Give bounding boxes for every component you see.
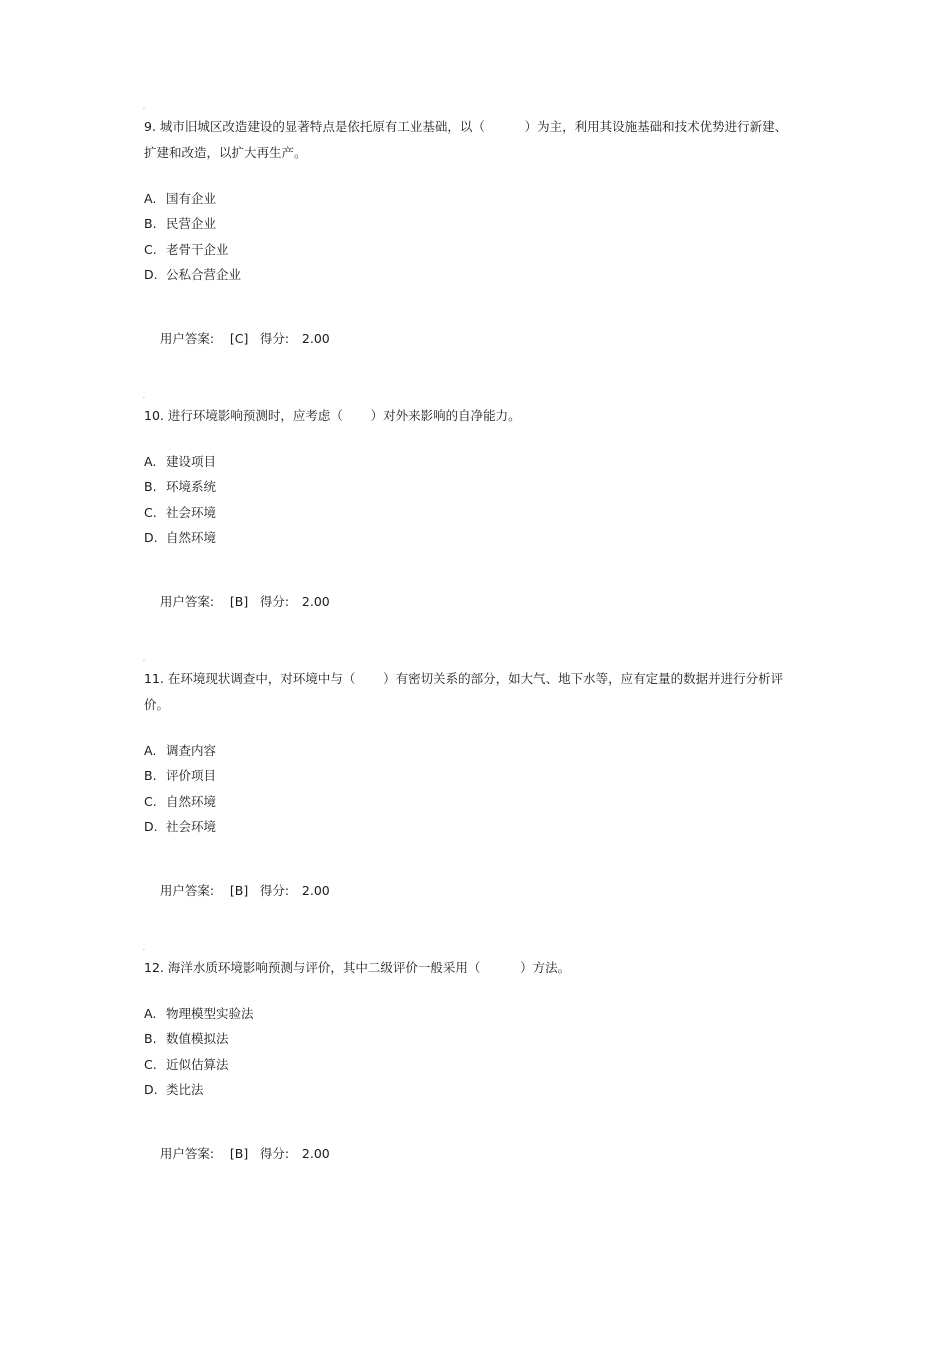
option-text: 自然环境: [166, 529, 217, 545]
option-text: 类比法: [166, 1081, 204, 1097]
option-letter: D.: [144, 1081, 158, 1097]
question-marker: .: [143, 656, 145, 663]
option-c: [144, 1052, 794, 1077]
option-letter: D.: [144, 266, 158, 282]
option-c: [144, 237, 794, 262]
option-b: [144, 474, 794, 499]
option-b: [144, 1026, 794, 1051]
option-letter: B.: [144, 768, 157, 784]
answer-line: [144, 1124, 794, 1184]
option-letter: B.: [144, 1031, 157, 1047]
question-text: 10. 进行环境影响预测时，应考虑（ ）对外来影响的自净能力。: [144, 408, 521, 423]
score-value: 2.00: [301, 331, 330, 347]
question-9: [143, 104, 794, 369]
answer-value: [B]: [229, 594, 249, 610]
option-d: [144, 814, 794, 839]
question-text: 12. 海洋水质环境影响预测与评价，其中二级评价一般采用（ ）方法。: [144, 960, 571, 975]
option-letter: C.: [144, 1056, 157, 1072]
option-b: [144, 211, 794, 236]
answer-value: [C]: [229, 331, 249, 347]
option-a: [144, 449, 794, 474]
option-text: 环境系统: [166, 479, 217, 495]
option-a: [144, 1001, 794, 1026]
option-letter: C.: [144, 793, 157, 809]
option-text: 物理模型实验法: [166, 1006, 254, 1021]
answer-line: [144, 861, 794, 921]
answer-label: 用户答案:: [159, 883, 215, 899]
option-text: 民营企业: [166, 216, 217, 232]
answer-label: 用户答案:: [159, 1146, 215, 1162]
score-label: 得分:: [259, 594, 290, 610]
option-letter: C.: [144, 504, 157, 520]
option-text: 社会环境: [166, 818, 217, 834]
answer-label: 用户答案:: [159, 594, 215, 610]
question-text: 9. 城市旧城区改造建设的显著特点是依托原有工业基础，以（ ）为主，利用其设施基础和技术优势进行新建、扩建和改造，以扩大再生产。: [144, 119, 788, 160]
option-letter: D.: [144, 818, 158, 834]
question-marker: .: [143, 104, 145, 111]
score-label: 得分:: [259, 331, 290, 347]
option-letter: B.: [144, 479, 157, 495]
option-a: [144, 738, 794, 763]
option-text: 建设项目: [166, 454, 217, 469]
option-c: [144, 789, 794, 814]
option-letter: A.: [144, 743, 157, 758]
option-a: [144, 186, 794, 211]
option-text: 国有企业: [166, 191, 217, 206]
answer-line: [144, 309, 794, 369]
option-text: 近似估算法: [166, 1056, 229, 1072]
option-letter: A.: [144, 1006, 157, 1021]
question-marker: .: [143, 393, 145, 400]
answer-label: 用户答案:: [159, 331, 215, 347]
question-marker: .: [143, 945, 145, 952]
score-label: 得分:: [259, 1146, 290, 1162]
answer-line: [144, 572, 794, 632]
option-letter: B.: [144, 216, 157, 232]
option-letter: A.: [144, 454, 157, 469]
score-value: 2.00: [301, 883, 330, 899]
option-text: 自然环境: [166, 793, 217, 809]
options-list: [144, 186, 794, 287]
option-b: [144, 763, 794, 788]
option-text: 公私合营企业: [166, 266, 242, 282]
option-d: [144, 1077, 794, 1102]
options-list: [144, 738, 794, 839]
option-text: 评价项目: [166, 768, 217, 784]
score-label: 得分:: [259, 883, 290, 899]
options-list: [144, 449, 794, 550]
option-text: 老骨干企业: [166, 241, 229, 257]
question-12: [143, 945, 794, 1184]
options-list: [144, 1001, 794, 1102]
option-c: [144, 500, 794, 525]
score-value: 2.00: [301, 1146, 330, 1162]
answer-value: [B]: [229, 1146, 249, 1162]
option-letter: C.: [144, 241, 157, 257]
option-letter: A.: [144, 191, 157, 206]
option-text: 数值模拟法: [166, 1031, 229, 1047]
question-10: [143, 393, 794, 632]
option-letter: D.: [144, 529, 158, 545]
option-text: 调查内容: [166, 743, 217, 758]
score-value: 2.00: [301, 594, 330, 610]
option-d: [144, 525, 794, 550]
question-11: [143, 656, 794, 921]
option-d: [144, 262, 794, 287]
option-text: 社会环境: [166, 504, 217, 520]
answer-value: [B]: [229, 883, 249, 899]
question-text: 11. 在环境现状调查中，对环境中与（ ）有密切关系的部分，如大气、地下水等，应有定量的数据并进行分析评价。: [144, 671, 784, 712]
